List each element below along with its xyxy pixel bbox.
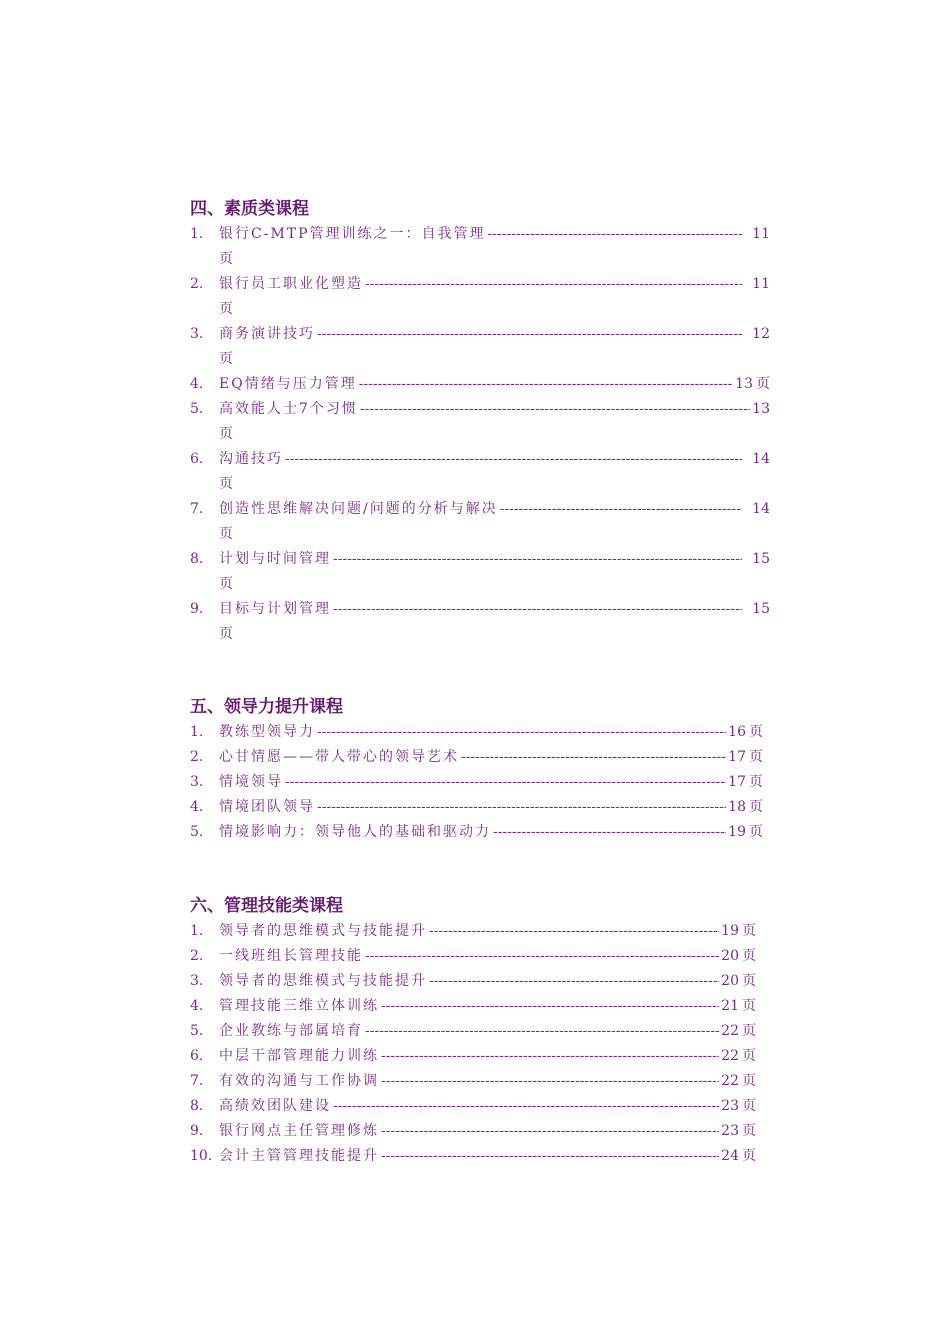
- dot-leader: [381, 1044, 719, 1069]
- toc-item[interactable]: [190, 547, 770, 597]
- item-page: 22: [721, 1048, 739, 1064]
- item-number: 2.: [190, 276, 204, 292]
- toc-item[interactable]: [190, 1069, 756, 1094]
- item-title: 企业教练与部属培育: [219, 1023, 363, 1039]
- item-number: 3.: [190, 326, 204, 342]
- dot-leader: [493, 820, 726, 845]
- item-number: 3.: [190, 774, 204, 790]
- item-page-unit: 页: [219, 351, 233, 367]
- item-page-unit: 页: [742, 1123, 756, 1139]
- item-number: 1.: [190, 923, 204, 939]
- toc-item[interactable]: [190, 497, 770, 547]
- dot-leader: [488, 222, 743, 247]
- item-page-unit: 页: [742, 1098, 756, 1114]
- item-number: 9.: [190, 601, 204, 617]
- item-number: 7.: [190, 1073, 204, 1089]
- item-page-unit: 页: [749, 774, 763, 790]
- dot-leader: [365, 1019, 719, 1044]
- item-number: 7.: [190, 501, 204, 517]
- item-page-unit: 页: [219, 301, 233, 317]
- item-page: 16: [728, 724, 746, 740]
- item-title: 计划与时间管理: [219, 551, 331, 567]
- item-page-unit: 页: [219, 251, 233, 267]
- dot-leader: [381, 1119, 719, 1144]
- item-title: 教练型领导力: [219, 724, 315, 740]
- item-title: 心甘情愿——带人带心的领导艺术: [219, 749, 459, 765]
- item-number: 6.: [190, 451, 204, 467]
- item-number: 5.: [190, 824, 204, 840]
- section-heading: 四、素质类课程: [190, 199, 309, 219]
- dot-leader: [317, 720, 726, 745]
- toc-item[interactable]: [190, 1119, 756, 1144]
- item-page: 15: [752, 551, 770, 567]
- toc-item[interactable]: [190, 447, 770, 497]
- toc-item[interactable]: [190, 372, 770, 397]
- item-page: 12: [752, 326, 770, 342]
- item-page-unit: 页: [756, 376, 770, 392]
- item-page-unit: 页: [749, 724, 763, 740]
- dot-leader: [333, 597, 742, 622]
- item-title: 银行网点主任管理修炼: [219, 1123, 379, 1139]
- item-page: 23: [721, 1098, 739, 1114]
- item-title: 沟通技巧: [219, 451, 283, 467]
- dot-leader: [285, 447, 742, 472]
- toc-item[interactable]: [190, 820, 763, 845]
- toc-item[interactable]: [190, 1094, 756, 1119]
- item-title: 商务演讲技巧: [219, 326, 315, 342]
- dot-leader: [365, 272, 742, 297]
- toc-item[interactable]: [190, 322, 770, 372]
- item-title: 情境团队领导: [219, 799, 315, 815]
- toc-item[interactable]: [190, 1144, 756, 1169]
- item-page: 21: [721, 998, 739, 1014]
- item-page-unit: 页: [749, 824, 763, 840]
- toc-item[interactable]: [190, 919, 756, 944]
- dot-leader: [359, 372, 733, 397]
- item-page: 23: [721, 1123, 739, 1139]
- item-title: 高效能人士7个习惯: [219, 401, 358, 417]
- item-title: 有效的沟通与工作协调: [219, 1073, 379, 1089]
- item-number: 4.: [190, 799, 204, 815]
- item-title: 管理技能三维立体训练: [219, 998, 379, 1014]
- dot-leader: [429, 969, 719, 994]
- item-page-unit: 页: [749, 799, 763, 815]
- item-page: 19: [721, 923, 739, 939]
- item-title: 高绩效团队建设: [219, 1098, 331, 1114]
- dot-leader: [429, 919, 719, 944]
- item-number: 5.: [190, 401, 204, 417]
- dot-leader: [317, 322, 742, 347]
- item-number: 5.: [190, 1023, 204, 1039]
- item-page: 11: [752, 276, 770, 292]
- dot-leader: [365, 944, 719, 969]
- toc-item[interactable]: [190, 994, 756, 1019]
- item-page: 15: [752, 601, 770, 617]
- item-page-unit: 页: [219, 426, 233, 442]
- dot-leader: [381, 1144, 719, 1169]
- item-number: 6.: [190, 1048, 204, 1064]
- item-number: 4.: [190, 376, 204, 392]
- item-page: 18: [728, 799, 746, 815]
- item-page-unit: 页: [742, 1148, 756, 1164]
- item-title: 一线班组长管理技能: [219, 948, 363, 964]
- item-title: 会计主管管理技能提升: [219, 1148, 379, 1164]
- item-title: 情境领导: [219, 774, 283, 790]
- item-page: 14: [752, 501, 770, 517]
- item-number: 8.: [190, 1098, 204, 1114]
- item-page-unit: 页: [742, 973, 756, 989]
- toc-item[interactable]: [190, 1044, 756, 1069]
- item-page-unit: 页: [219, 526, 233, 542]
- section-guanli: [190, 893, 756, 1169]
- item-number: 2.: [190, 749, 204, 765]
- item-page: 13: [735, 376, 753, 392]
- dot-leader: [285, 770, 726, 795]
- item-title: EQ情绪与压力管理: [219, 376, 357, 392]
- item-title: 领导者的思维模式与技能提升: [219, 923, 427, 939]
- item-title: 中层干部管理能力训练: [219, 1048, 379, 1064]
- dot-leader: [381, 1069, 719, 1094]
- dot-leader: [333, 547, 742, 572]
- item-title: 领导者的思维模式与技能提升: [219, 973, 427, 989]
- item-number: 1.: [190, 226, 204, 242]
- item-title: 情境影响力：领导他人的基础和驱动力: [219, 824, 491, 840]
- dot-leader: [500, 497, 742, 522]
- item-page-unit: 页: [219, 576, 233, 592]
- item-page: 22: [721, 1073, 739, 1089]
- item-page-unit: 页: [742, 1073, 756, 1089]
- item-page-unit: 页: [219, 476, 233, 492]
- item-page: 17: [728, 774, 746, 790]
- item-number: 8.: [190, 551, 204, 567]
- toc-item[interactable]: [190, 272, 770, 322]
- dot-leader: [381, 994, 719, 1019]
- section-suzhi: [190, 196, 770, 647]
- toc-item[interactable]: [190, 222, 770, 272]
- dot-leader: [317, 795, 726, 820]
- item-page: 22: [721, 1023, 739, 1039]
- item-page: 24: [721, 1148, 739, 1164]
- item-page-unit: 页: [742, 998, 756, 1014]
- item-title: 创造性思维解决问题/问题的分析与解决: [219, 501, 498, 517]
- item-page: 20: [721, 948, 739, 964]
- dot-leader: [360, 397, 750, 422]
- item-number: 10.: [190, 1148, 213, 1164]
- toc-item[interactable]: [190, 397, 770, 447]
- item-number: 2.: [190, 948, 204, 964]
- toc-item[interactable]: [190, 770, 763, 795]
- item-title: 银行员工职业化塑造: [219, 276, 363, 292]
- toc-item[interactable]: [190, 1019, 756, 1044]
- section-heading: 五、领导力提升课程: [190, 697, 343, 717]
- toc-item[interactable]: [190, 944, 756, 969]
- item-number: 3.: [190, 973, 204, 989]
- dot-leader: [333, 1094, 719, 1119]
- toc-item[interactable]: [190, 745, 763, 770]
- toc-item[interactable]: [190, 795, 763, 820]
- toc-item[interactable]: [190, 720, 763, 745]
- item-page: 20: [721, 973, 739, 989]
- item-page: 11: [752, 226, 770, 242]
- item-title: 目标与计划管理: [219, 601, 331, 617]
- toc-item[interactable]: [190, 969, 756, 994]
- item-number: 1.: [190, 724, 204, 740]
- item-page: 14: [752, 451, 770, 467]
- dot-leader: [461, 745, 726, 770]
- item-page-unit: 页: [742, 1023, 756, 1039]
- item-page-unit: 页: [219, 626, 233, 642]
- item-page: 13: [752, 401, 770, 417]
- toc-item[interactable]: [190, 597, 770, 647]
- item-title: 银行C-MTP管理训练之一：自我管理: [219, 226, 486, 242]
- section-heading: 六、管理技能类课程: [190, 896, 343, 916]
- item-page-unit: 页: [742, 948, 756, 964]
- item-page: 19: [728, 824, 746, 840]
- section-lingdao: [190, 694, 763, 845]
- item-page-unit: 页: [742, 923, 756, 939]
- item-page-unit: 页: [749, 749, 763, 765]
- item-number: 4.: [190, 998, 204, 1014]
- item-number: 9.: [190, 1123, 204, 1139]
- item-page-unit: 页: [742, 1048, 756, 1064]
- item-page: 17: [728, 749, 746, 765]
